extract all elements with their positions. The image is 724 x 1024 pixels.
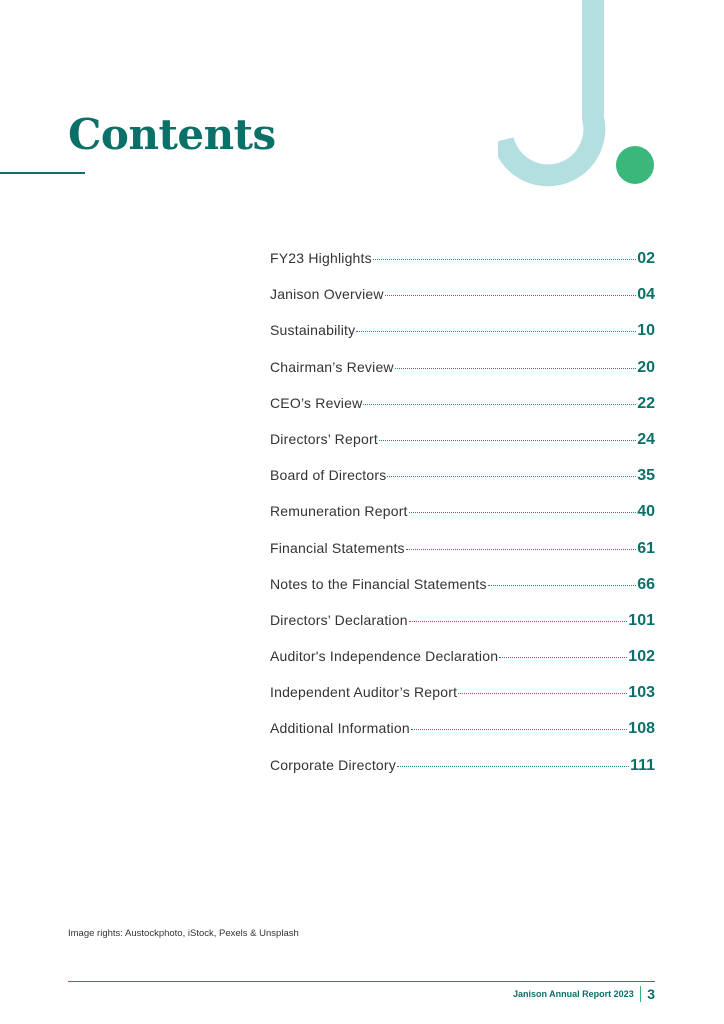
- toc-entry-label: CEO’s Review: [270, 394, 363, 411]
- footer-divider: [68, 981, 655, 982]
- page-title: Contents: [68, 110, 276, 159]
- toc-entry-label: Notes to the Financial Statements: [270, 575, 487, 592]
- toc-entry[interactable]: [270, 431, 655, 467]
- toc-dot-leader: [458, 693, 627, 694]
- toc-dot-leader: [409, 621, 628, 622]
- title-underline: [0, 172, 85, 174]
- toc-entry-page-number: 24: [637, 430, 655, 448]
- toc-entry-page-number: 02: [637, 250, 655, 267]
- toc-entry[interactable]: [270, 540, 655, 576]
- toc-dot-leader: [379, 440, 636, 441]
- footer-separator: [640, 986, 642, 1002]
- toc-entry[interactable]: [270, 395, 655, 431]
- toc-entry[interactable]: [270, 684, 655, 720]
- janison-j-logo-icon: [498, 0, 668, 190]
- toc-entry-label: Independent Auditor’s Report: [270, 684, 458, 701]
- toc-entry-label: Board of Directors: [270, 467, 387, 484]
- toc-entry[interactable]: [270, 467, 655, 503]
- toc-dot-leader: [499, 657, 627, 658]
- toc-entry-page-number: 103: [628, 684, 655, 702]
- toc-entry-page-number: 111: [630, 756, 655, 774]
- image-rights-note: Image rights: Austockphoto, iStock, Pexels & Unsplash: [68, 928, 299, 939]
- toc-entry[interactable]: [270, 322, 655, 358]
- toc-dot-leader: [488, 585, 636, 586]
- toc-entry[interactable]: [270, 612, 655, 648]
- toc-entry[interactable]: [270, 359, 655, 395]
- toc-dot-leader: [397, 766, 629, 767]
- toc-entry-label: Auditor's Independence Declaration: [270, 648, 499, 665]
- toc-entry-page-number: 04: [637, 286, 655, 304]
- footer-report-title: Janison Annual Report 2023: [513, 989, 634, 999]
- toc-entry-label: Janison Overview: [270, 286, 384, 303]
- toc-entry-page-number: 20: [637, 358, 655, 376]
- toc-entry[interactable]: [270, 503, 655, 539]
- toc-entry-page-number: 102: [628, 648, 655, 666]
- toc-dot-leader: [356, 331, 636, 332]
- toc-entry-label: Corporate Directory: [270, 756, 396, 773]
- toc-dot-leader: [373, 259, 636, 260]
- toc-dot-leader: [395, 368, 636, 369]
- toc-entry-label: Sustainability: [270, 322, 356, 339]
- toc-dot-leader: [409, 512, 637, 513]
- toc-entry[interactable]: [270, 576, 655, 612]
- footer-page-number: 3: [647, 986, 655, 1002]
- toc-entry-label: Financial Statements: [270, 539, 405, 556]
- toc-entry-label: FY23 Highlights: [270, 250, 372, 266]
- toc-dot-leader: [385, 295, 637, 296]
- toc-entry-page-number: 10: [637, 322, 655, 340]
- toc-entry-page-number: 40: [637, 503, 655, 521]
- page-footer: [513, 986, 655, 1002]
- toc-entry-label: Directors’ Report: [270, 430, 378, 447]
- toc-dot-leader: [363, 404, 636, 405]
- toc-entry[interactable]: [270, 286, 655, 322]
- toc-entry-label: Chairman’s Review: [270, 358, 394, 375]
- toc-entry[interactable]: [270, 757, 655, 793]
- toc-entry-page-number: 22: [637, 394, 655, 412]
- toc-dot-leader: [387, 476, 636, 477]
- table-of-contents: [270, 250, 655, 793]
- toc-entry-label: Remuneration Report: [270, 503, 408, 520]
- toc-entry-page-number: 66: [637, 575, 655, 593]
- toc-entry[interactable]: [270, 250, 655, 286]
- toc-entry-page-number: 101: [628, 611, 655, 629]
- toc-dot-leader: [411, 729, 627, 730]
- toc-entry-page-number: 108: [628, 720, 655, 738]
- toc-entry-label: Directors’ Declaration: [270, 611, 408, 628]
- toc-entry[interactable]: [270, 720, 655, 756]
- toc-dot-leader: [406, 549, 636, 550]
- toc-entry-page-number: 61: [637, 539, 655, 557]
- toc-entry-page-number: 35: [637, 467, 655, 485]
- toc-entry-label: Additional Information: [270, 720, 410, 737]
- toc-entry[interactable]: [270, 648, 655, 684]
